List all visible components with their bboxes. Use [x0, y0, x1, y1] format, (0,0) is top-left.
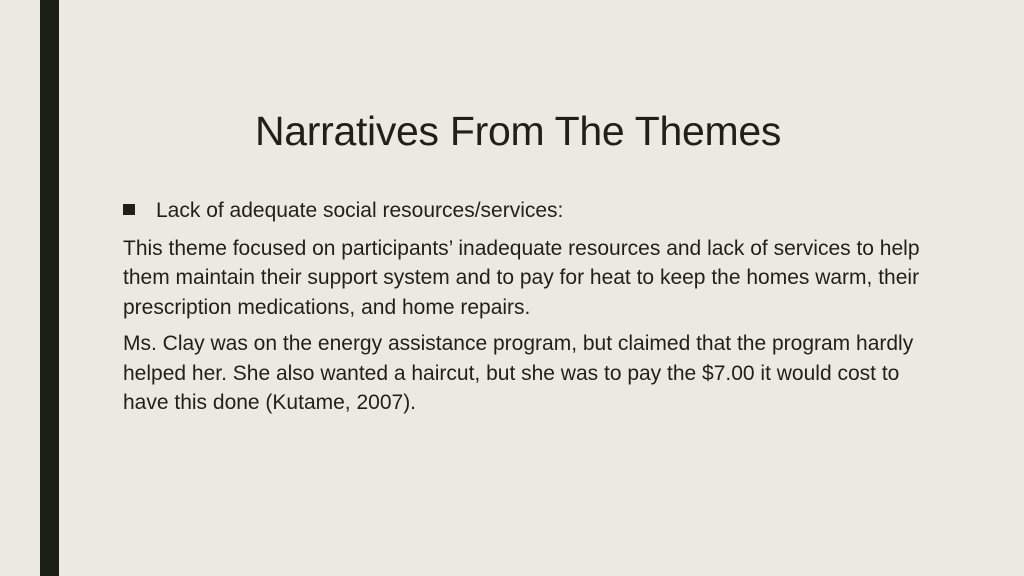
accent-bar — [40, 0, 59, 576]
bullet-text: Lack of adequate social resources/services: — [156, 199, 564, 222]
bullet-item — [123, 196, 923, 226]
theme-description-paragraph: This theme focused on participants’ inadequate resources and lack of services to help them maintain their support system and to pay for heat to keep the homes warm, their prescription medications, and home repairs. — [123, 236, 920, 319]
slide-body — [123, 196, 923, 425]
slide-title: Narratives From The Themes — [254, 108, 782, 154]
square-bullet-icon — [123, 204, 135, 215]
narrative-example-paragraph: Ms. Clay was on the energy assistance program, but claimed that the program hardly helped her. She also wanted a haircut, but she was to pay the $7.00 it would cost to have this done (Kutame, 2007). — [123, 332, 914, 414]
